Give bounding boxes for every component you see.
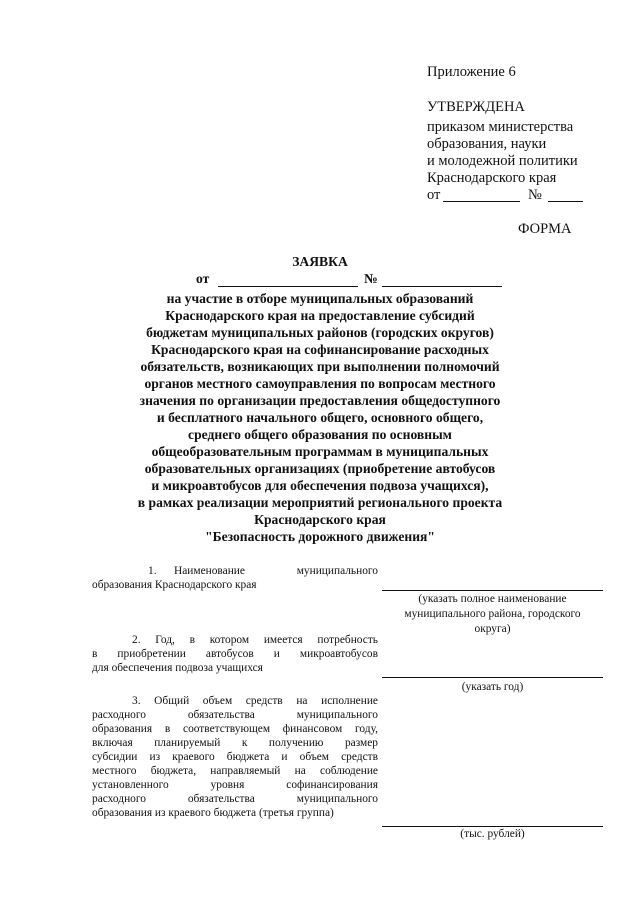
title-line: в рамках реализации мероприятий регионального проекта bbox=[137, 495, 503, 510]
item-number: 1. bbox=[148, 565, 157, 577]
title-line: значения по организации предоставления общедоступного bbox=[139, 393, 501, 408]
title-line: обязательств, возникающих при выполнении полномочий bbox=[140, 359, 500, 374]
item-2-answer-line bbox=[382, 677, 603, 678]
item-3-line: образования в соответствующем финансовом году, bbox=[92, 723, 378, 735]
item-2-caption: (указать год) bbox=[461, 681, 524, 693]
item-3-line: образования из краевого бюджета (третья группа) bbox=[92, 807, 334, 819]
application-date-label: от bbox=[196, 271, 210, 286]
item-1-line: образования Краснодарского края bbox=[92, 579, 257, 591]
application-number-sign: № bbox=[364, 271, 378, 286]
title-line: среднего общего образования по основным bbox=[188, 427, 452, 442]
item-1-first-line: Наименование муниципального bbox=[174, 565, 378, 577]
title-line: бюджетам муниципальных районов (городских округов) bbox=[146, 325, 494, 340]
item-2-line: 2. Год, в котором имеется потребность bbox=[132, 634, 378, 646]
form-label: ФОРМА bbox=[518, 221, 572, 237]
item-1-answer-line bbox=[382, 590, 603, 591]
approved-by-line: образования, науки bbox=[427, 136, 547, 152]
title-line: Краснодарского края на софинансирование расходных bbox=[151, 342, 489, 357]
item-3-line: расходного обязательства муниципального bbox=[92, 709, 378, 721]
approval-number-sign: № bbox=[528, 187, 542, 203]
title-line: образовательных организациях (приобретение автобусов bbox=[144, 461, 496, 476]
title-line: Краснодарского края на предоставление субсидий bbox=[165, 308, 475, 323]
title-line: органов местного самоуправления по вопросам местного bbox=[144, 376, 496, 391]
item-2-line: в приобретении автобусов и микроавтобусов bbox=[92, 648, 378, 660]
approved-by-line: Краснодарского края bbox=[427, 170, 557, 186]
item-3-line: установленного уровня софинансирования bbox=[92, 779, 378, 791]
approval-date-blank bbox=[443, 201, 520, 202]
approved-by-line: приказом министерства bbox=[427, 119, 574, 135]
approved-label: УТВЕРЖДЕНА bbox=[427, 99, 525, 115]
approval-date-label: от bbox=[427, 187, 441, 203]
title-line: и микроавтобусов для обеспечения подвоза учащихся), bbox=[151, 478, 489, 493]
application-heading: ЗАЯВКА bbox=[292, 254, 348, 269]
item-3-line: местного бюджета, направляемый на соблюдение bbox=[92, 765, 378, 777]
item-3-line: расходного обязательства муниципального bbox=[92, 793, 378, 805]
title-line: Краснодарского края bbox=[254, 512, 386, 527]
item-2-line: для обеспечения подвоза учащихся bbox=[92, 662, 263, 674]
item-1-caption: (указать полное наименование bbox=[418, 593, 567, 605]
item-1-caption: округа) bbox=[474, 623, 511, 635]
approved-by-line: и молодежной политики bbox=[427, 153, 578, 169]
item-3-line: субсидии из краевого бюджета и объем средств bbox=[92, 751, 378, 763]
title-line: общеобразовательным программам в муниципальных bbox=[151, 444, 489, 459]
item-3-line: 3. Общий объем средств на исполнение bbox=[132, 695, 378, 707]
item-3-line: включая планируемый к получению размер bbox=[92, 737, 378, 749]
application-number-blank bbox=[382, 286, 502, 287]
title-line: на участие в отборе муниципальных образований bbox=[166, 291, 474, 306]
item-1-caption: муниципального района, городского bbox=[404, 608, 581, 620]
appendix-label: Приложение 6 bbox=[427, 64, 516, 80]
title-line: и бесплатного начального общего, основного общего, bbox=[156, 410, 484, 425]
approval-number-blank bbox=[548, 201, 583, 202]
title-line: "Безопасность дорожного движения" bbox=[205, 529, 435, 544]
application-date-blank bbox=[218, 286, 358, 287]
item-3-caption: (тыс. рублей) bbox=[460, 828, 525, 840]
